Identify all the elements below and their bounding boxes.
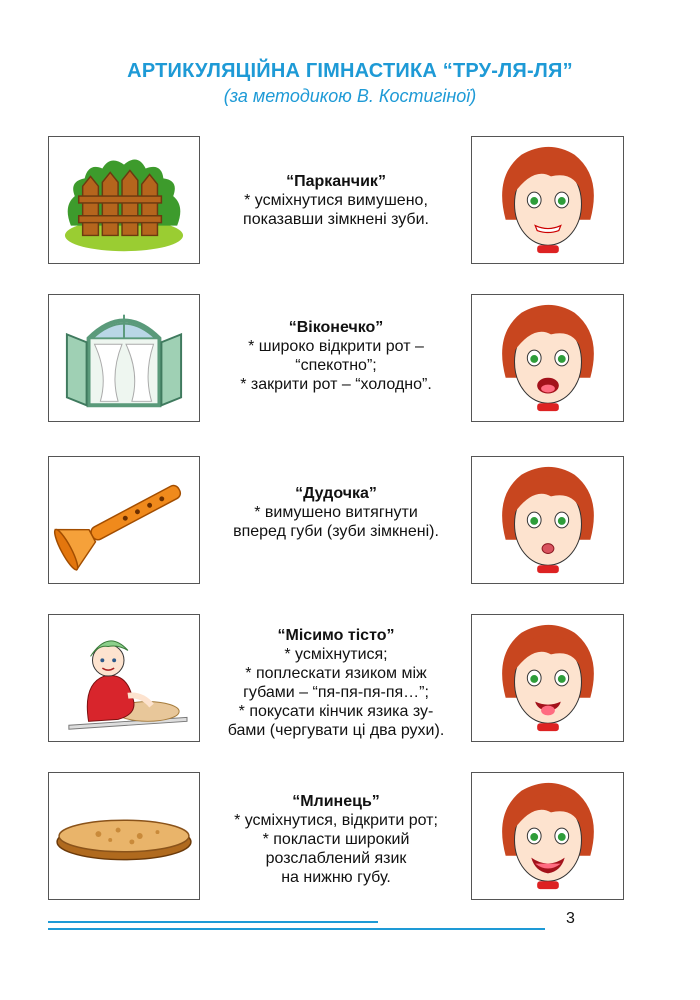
girl-face-teeth-icon (471, 136, 624, 264)
exercise-line: показавши зімкнені зуби. (243, 211, 429, 228)
exercise-line: губами – “пя-пя-пя-пя…”; (243, 684, 429, 701)
exercise-name: “Дудочка” (295, 485, 377, 502)
page-title: АРТИКУЛЯЦІЙНА ГІМНАСТИКА “ТРУ-ЛЯ-ЛЯ” (127, 60, 573, 82)
footer-rule-long (48, 928, 545, 930)
exercise-line: * усміхнутися, відкрити рот; (234, 812, 438, 829)
footer-rule-short (48, 921, 378, 923)
exercise-name: “Віконечко” (288, 319, 384, 336)
exercise-line: * закрити рот – “холодно”. (240, 376, 432, 393)
pipe-icon (48, 456, 200, 584)
window-icon (48, 294, 200, 422)
pancake-icon (48, 772, 200, 900)
exercise-line: бами (чергувати ці два рухи). (227, 722, 445, 739)
exercise-row-4 (0, 614, 700, 742)
page-number: 3 (566, 910, 575, 927)
girl-face-pout-icon (471, 456, 624, 584)
exercise-line: * покусати кінчик язика зу- (238, 703, 434, 720)
exercise-line: * широко відкрити рот – (248, 338, 424, 355)
girl-face-tongue-icon (471, 614, 624, 742)
exercise-line: * вимушено витягнути (254, 504, 418, 521)
exercise-row-3 (0, 456, 700, 584)
exercise-line: вперед губи (зуби зімкнені). (233, 523, 439, 540)
exercise-row-2 (0, 294, 700, 422)
exercise-text (205, 172, 467, 229)
exercise-text (205, 318, 467, 394)
exercise-line: * усміхнутися вимушено, (244, 192, 428, 209)
exercise-row-1 (0, 136, 700, 264)
exercise-line: розслаблений язик (265, 850, 407, 867)
exercise-line: * покласти широкий (262, 831, 410, 848)
exercise-name: “Млинець” (292, 793, 380, 810)
page-subtitle: (за методикою В. Костигіної) (223, 86, 477, 106)
exercise-row-5 (0, 772, 700, 900)
exercise-line: “спекотно”; (295, 357, 377, 374)
girl-face-smile-tongue-icon (471, 772, 624, 900)
fence-icon (48, 136, 200, 264)
exercise-line: на нижню губу. (281, 869, 391, 886)
exercise-name: “Парканчик” (286, 173, 386, 190)
exercise-text (205, 484, 467, 541)
exercise-text (205, 626, 467, 740)
girl-kneading-dough-icon (48, 614, 200, 742)
exercise-name: “Місимо тісто” (277, 627, 395, 644)
girl-face-open-mouth-icon (471, 294, 624, 422)
exercise-text (205, 792, 467, 887)
exercise-line: * усміхнутися; (284, 646, 388, 663)
exercise-line: * поплескати язиком між (245, 665, 427, 682)
